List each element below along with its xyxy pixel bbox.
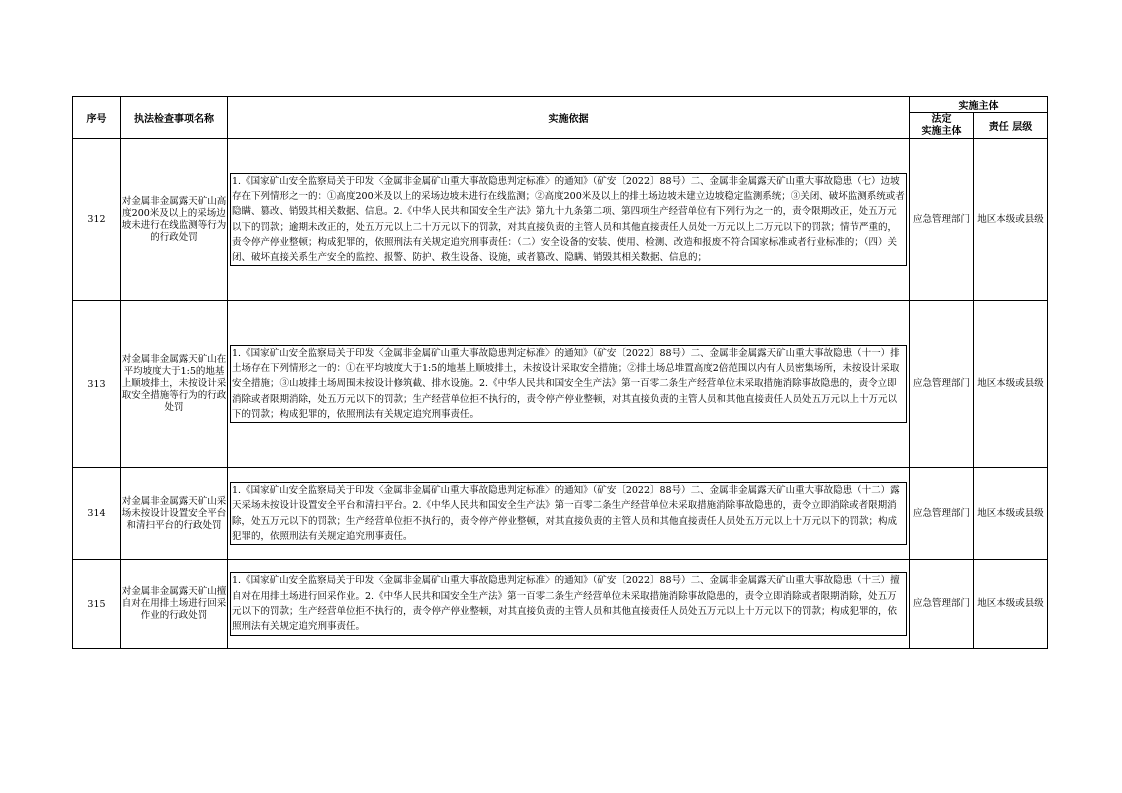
row-basis-cell	[228, 560, 910, 649]
header-subject: 实施主体	[910, 97, 1048, 113]
table-row	[73, 139, 1048, 301]
row-basis-cell	[228, 301, 910, 468]
row-basis: 1.《国家矿山安全监察局关于印发〈金属非金属矿山重大事故隐患判定标准〉的通知》（矿安〔2022〕88号）二、金属非金属露天矿山重大事故隐患（七）边坡存在下列情形之一的：①高度200米及以上的采场边坡未进行在线监测；②高度200米及以上的排土场边坡未建立边坡稳定监测系统；③关闭、破坏监测系统或者隐瞒、篡改、销毁其相关数据、信息。2.《中华人民共和国安全生产法》第九十九条第二项、第四项生产经营单位有下列行为之一的，责令限期改正，处五万元以下的罚款；逾期未改正的，处五万元以上二十万元以下的罚款，对其直接负责的主管人员和其他直接责任人员处一万元以上二万元以下的罚款；情节严重的，责令停产停业整顿；构成犯罪的，依照刑法有关规定追究刑事责任：（二）安全设备的安装、使用、检测、改造和报废不符合国家标准或者行业标准的；（四）关闭、破坏直接关系生产安全的监控、报警、防护、救生设备、设施，或者篡改、隐瞒、销毁其相关数据、信息的；	[230, 173, 907, 267]
row-basis-cell	[228, 139, 910, 301]
row-item-name: 对金属非金属露天矿山采场未按设计设置安全平台和清扫平台的行政处罚	[121, 468, 228, 560]
header-seq: 序号	[73, 97, 121, 139]
row-level: 地区本级或县级	[974, 560, 1048, 649]
row-basis: 1.《国家矿山安全监察局关于印发〈金属非金属矿山重大事故隐患判定标准〉的通知》（矿安〔2022〕88号）二、金属非金属露天矿山重大事故隐患（十一）排土场存在下列情形之一的：①在平均坡度大于1:5的地基上顺坡排土，未按设计采取安全措施；②排土场总堆置高度2倍范围以内有人员密集场所，未按设计采取安全措施；③山坡排土场周围未按设计修筑截、排水设施。2.《中华人民共和国安全生产法》第一百零二条生产经营单位未采取措施消除事故隐患的，责令立即消除或者限期消除，处五万元以下的罚款；生产经营单位拒不执行的，责令停产停业整顿，对其直接负责的主管人员和其他直接责任人员处五万元以上十万元以下的罚款；构成犯罪的，依照刑法有关规定追究刑事责任。	[230, 345, 907, 423]
row-level: 地区本级或县级	[974, 468, 1048, 560]
header-basis: 实施依据	[228, 97, 910, 139]
row-org: 应急管理部门	[910, 560, 974, 649]
row-basis: 1.《国家矿山安全监察局关于印发〈金属非金属矿山重大事故隐患判定标准〉的通知》（矿安〔2022〕88号）二、金属非金属露天矿山重大事故隐患（十二）露天采场未按设计设置安全平台和清扫平台。2.《中华人民共和国安全生产法》第一百零二条生产经营单位未采取措施消除事故隐患的，责令立即消除或者限期消除，处五万元以下的罚款；生产经营单位拒不执行的，责令停产停业整顿，对其直接负责的主管人员和其他直接责任人员处五万元以上十万元以下的罚款；构成犯罪的，依照刑法有关规定追究刑事责任。	[230, 482, 907, 545]
row-org: 应急管理部门	[910, 468, 974, 560]
row-seq: 312	[73, 139, 121, 301]
table-row	[73, 301, 1048, 468]
header-level: 责任 层级	[974, 113, 1048, 139]
row-item-name: 对金属非金属露天矿山在平均坡度大于1:5的地基上顺坡排土，未按设计采取安全措施等行为的行政处罚	[121, 301, 228, 468]
table-row	[73, 468, 1048, 560]
row-level: 地区本级或县级	[974, 139, 1048, 301]
header-name: 执法检查事项名称	[121, 97, 228, 139]
row-item-name: 对金属非金属露天矿山高度200米及以上的采场边坡未进行在线监测等行为的行政处罚	[121, 139, 228, 301]
row-seq: 313	[73, 301, 121, 468]
row-org: 应急管理部门	[910, 301, 974, 468]
header-statutory-line1: 法定	[931, 113, 952, 125]
row-seq: 314	[73, 468, 121, 560]
table-row	[73, 560, 1048, 649]
row-level: 地区本级或县级	[974, 301, 1048, 468]
row-seq: 315	[73, 560, 121, 649]
row-basis-cell	[228, 468, 910, 560]
enforcement-items-table	[72, 96, 1048, 649]
header-statutory-line2: 实施主体	[921, 125, 962, 137]
row-item-name: 对金属非金属露天矿山擅自对在用排土场进行回采作业的行政处罚	[121, 560, 228, 649]
header-statutory	[910, 113, 974, 139]
row-basis: 1.《国家矿山安全监察局关于印发〈金属非金属矿山重大事故隐患判定标准〉的通知》（矿安〔2022〕88号）二、金属非金属露天矿山重大事故隐患（十三）擅自对在用排土场进行回采作业。2.《中华人民共和国安全生产法》第一百零二条生产经营单位未采取措施消除事故隐患的，责令立即消除或者限期消除，处五万元以下的罚款；生产经营单位拒不执行的，责令停产停业整顿，对其直接负责的主管人员和其他直接责任人员处五万元以上十万元以下的罚款；构成犯罪的，依照刑法有关规定追究刑事责任。	[230, 572, 907, 635]
row-org: 应急管理部门	[910, 139, 974, 301]
